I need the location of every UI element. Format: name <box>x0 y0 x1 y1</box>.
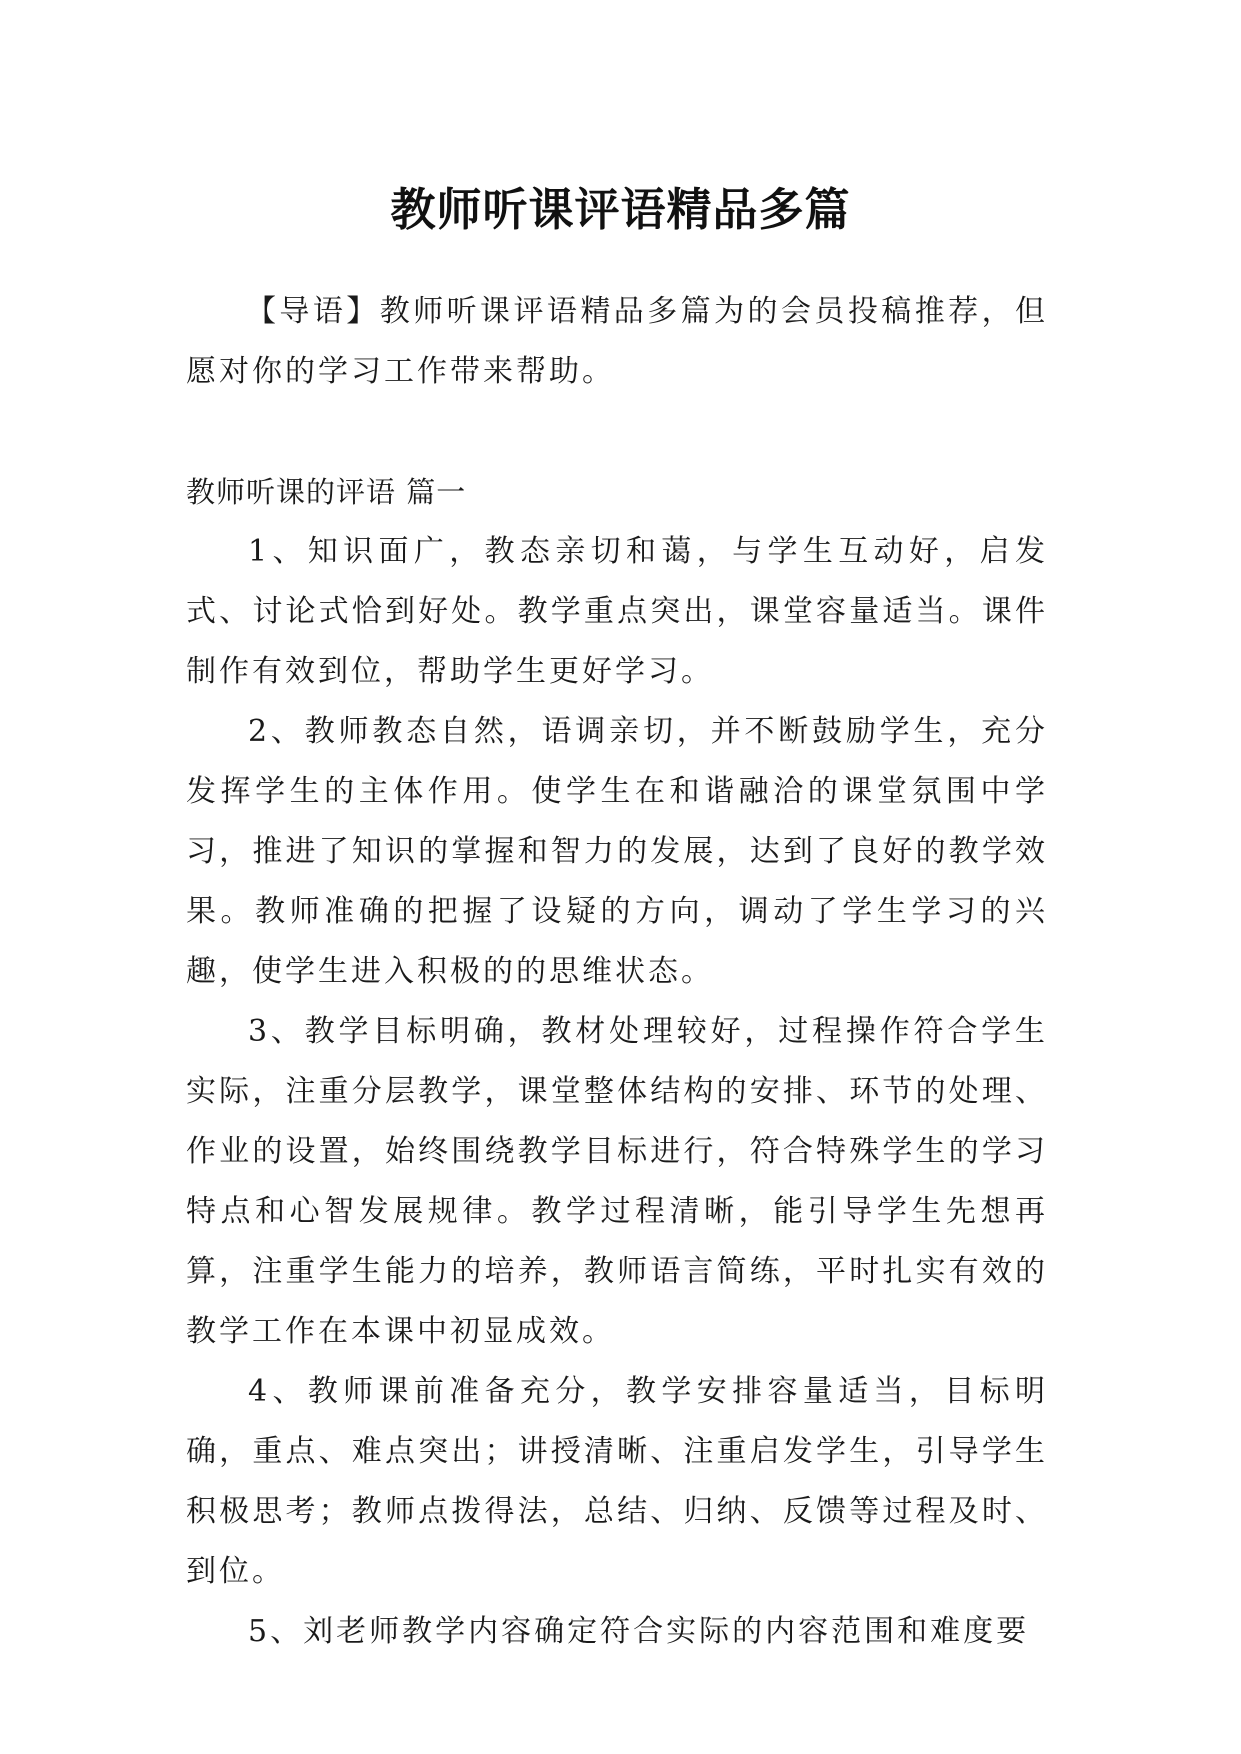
comment-item-5: 5、刘老师教学内容确定符合实际的内容范围和难度要 <box>248 1614 1030 1649</box>
comment-item-3: 3、教学目标明确，教材处理较好，过程操作符合学生实际，注重分层教学，课堂整体结构的安排、环节的处理、作业的设置，始终围绕教学目标进行，符合特殊学生的学习特点和心智发展规律。教学过程清晰，能引导学生先想再算，注重学生能力的培养，教师语言简练，平时扎实有效的教学工作在本课中初显成效。 <box>186 1014 1048 1349</box>
comment-item-2: 2、教师教态自然，语调亲切，并不断鼓励学生，充分发挥学生的主体作用。使学生在和谐融洽的课堂氛围中学习，推进了知识的掌握和智力的发展，达到了良好的教学效果。教师准确的把握了设疑的方向，调动了学生学习的兴趣，使学生进入积极的的思维状态。 <box>186 714 1048 989</box>
comment-item-4: 4、教师课前准备充分，教学安排容量适当，目标明确，重点、难点突出；讲授清晰、注重启发学生，引导学生积极思考；教师点拨得法，总结、归纳、反馈等过程及时、到位。 <box>186 1374 1048 1589</box>
comment-item-1: 1、知识面广，教态亲切和蔼，与学生互动好，启发式、讨论式恰到好处。教学重点突出，课堂容量适当。课件制作有效到位，帮助学生更好学习。 <box>186 534 1048 689</box>
intro-paragraph: 【导语】教师听课评语精品多篇为的会员投稿推荐，但愿对你的学习工作带来帮助。 <box>186 294 1048 389</box>
document-title: 教师听课评语精品多篇 <box>390 183 851 237</box>
document-body <box>186 282 1048 1662</box>
section-heading: 教师听课的评语 篇一 <box>186 475 467 509</box>
